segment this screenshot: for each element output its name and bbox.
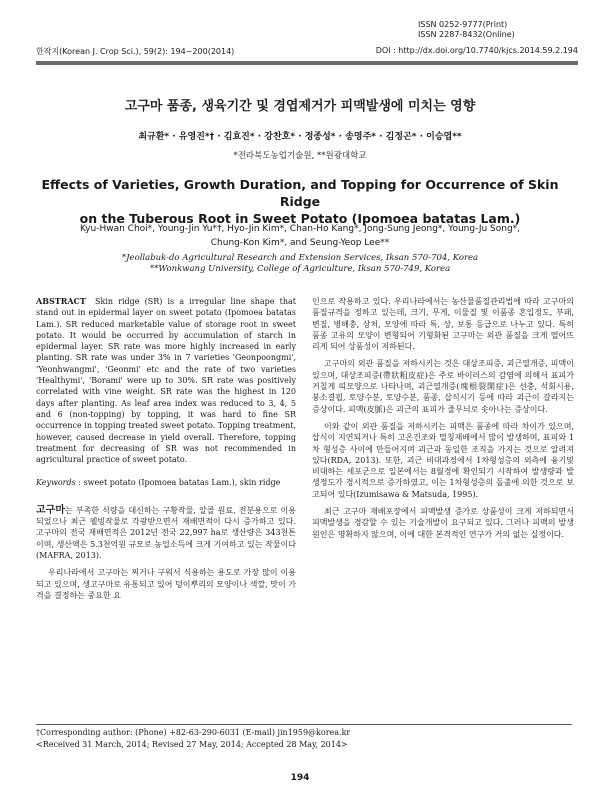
right-column <box>312 296 574 540</box>
issn-online: ISSN 2287-8432(Online) <box>418 30 515 39</box>
corresponding-author-footnote: †Corresponding author: (Phone) +82-63-290-6031 (E-mail) jin1959@korea.kr <box>36 728 351 737</box>
intro-paragraph-2: 우리나라에서 고구마는 찌거나 구워서 식용하는 용도로 가장 많이 이용되고 있으며, 생고구마로 유통되고 있어 덩이뿌리의 모양이나 색깔, 맛이 가격을 결정하는 중요한 요 <box>36 568 296 600</box>
korean-title: 고구마 품종, 생육기간 및 경엽제거가 피맥발생에 미치는 영향 <box>124 99 476 114</box>
english-affiliations <box>30 253 570 275</box>
english-title-line-2: on the Tuberous Root in Sweet Potato (Ipomoea batatas Lam.) <box>79 211 521 226</box>
received-dates-footnote: <Received 31 March, 2014; Revised 27 May, 2014; Accepted 28 May, 2014> <box>36 740 348 749</box>
doi-link[interactable]: DOI : http://dx.doi.org/10.7740/kjcs.2014.59.2.194 <box>375 46 578 55</box>
korean-affiliations: *전라북도농업기술원, **원광대학교 <box>233 151 367 161</box>
intro-paragraph-1 <box>36 505 296 561</box>
abstract-paragraph <box>36 296 296 465</box>
right-paragraph-1: 인으로 작용하고 있다. 우리나라에서는 농산물품질관리법에 따라 고구마의 품질규격을 정하고 있는데, 크기, 무게, 이물질 및 이품종 혼입정도, 부패, 변질, 병해충, 상처, 모양에 따라 특, 상, 보통 등급으로 나누고 있다. 특히 품종 고유의 모양이 변형되어 기형화된 고구마는 외관 품질을 크게 떨어뜨리게 되어 상품성이 저하된다. <box>312 297 574 352</box>
left-column <box>36 296 296 601</box>
keywords-line <box>36 477 296 488</box>
korean-authors: 최규환* · 유영진*† · 김효진* · 강찬호* · 정종성* · 송영주* · 김정곤* · 이승엽** <box>138 132 462 142</box>
right-paragraph-4: 최근 고구마 재배포장에서 피맥발생 증가로 상품성이 크게 저하되면서 피맥발생을 경감할 수 있는 기술개발이 요구되고 있다. 그러나 피맥의 발생원인은 명확하지 않으며, 이에 대한 본격적인 연구가 거의 없는 실정이다. <box>312 507 574 539</box>
english-authors-line-2: Chung-Kon Kim*, and Seung-Yeop Lee** <box>210 238 390 248</box>
english-affiliation-2: **Wonkwang University, College of Agriculture, Iksan 570-749, Korea <box>149 264 451 274</box>
right-paragraph-2: 고구마의 외관 품질을 저하시키는 것은 대상조피증, 괴근열개증, 피맥이 있으며, 대상조피증(帶狀粗皮症)은 주로 바이러스의 감염에 의해서 표피가 거칠게 띠모양으로 나타나며, 괴근열개증(塊根裂開症)은 선충, 석회시용, 붕소결핍, 토양수분, 토양수분, 품종, 삽식시기 등에 따라 괴근이 갈라지는 증상이다. 피맥(皮脈)은 괴근의 표피가 줄무늬로 솟아나는 증상이다. <box>312 359 574 414</box>
page-number: 194 <box>290 773 310 783</box>
english-authors <box>30 222 570 250</box>
intro-paragraph-1-text: 는 부족한 식량을 대신하는 구황작물, 알콜 원료, 전분용으로 이용되었으나 최근 웰빙작물로 각광받으면서 재배면적이 다시 증가하고 있다. 고구마의 전국 재배면적은 2012년 전국 22,997 ha로 생산량은 343천톤이며, 생산액은 5.3천억원 규모로 농업소득에 크게 기여하고 있는 작물이다(MAFRA, 2013). <box>36 505 296 560</box>
right-paragraph-3: 이와 같이 외관 품질을 저하시키는 피맥은 품종에 따라 차이가 있으며, 삽식이 지연되거나 특히 고온건조와 멀칭재배에서 많이 발생하며, 표피와 1차 형성층 사이에 만들어지며 괴근과 동일한 조직을 가지는 것으로 알려져 있다(RDA, 2013). 또한, 괴근 비대과정에서 1차형성층의 외측에 융기및 비대하는 세포군으로 일본에서는 8월경에 확인되기 시작하여 발생량과 발생정도가 경시적으로 증가하였고, 이는 1차형성층의 돌출에 의한 것으로 보고되어 있다(Izumisawa & Matsuda, 1995). <box>312 421 574 499</box>
issn-block <box>418 20 578 40</box>
keywords-label: Keywords <box>36 478 76 488</box>
keywords-text: : sweet potato (Ipomoea batatas Lam.), skin ridge <box>78 478 281 488</box>
abstract-text: Skin ridge (SR) is a irregular line shape that stand out in epidermal layer on sweet potato (Ipomoea batatas Lam.). SR reduced marketable value of storage root in sweet potato. It would be occurred by accumulation of starch in epidermal layer. SR rate was more highly increased in early planting. SR rate was under 3% in 7 varieties 'Geonpoongmi', 'Yeonhwangmi', 'Geonmi' etc and the rate of two varieties 'Healthymi', 'Borami' were up to 30%. SR rate was positively correlated with vine weight. SR rate was the highest in 120 days after planting. As leaf area index was reduced to 3, 4, 5 and 6 (non-topping) by topping, it was hard to fine SR occurrence in topping treated sweet potato. Topping treatment, however, caused decrease in yield overall. Therefore, topping treatment for decreasing of SR was not recommended in agricultural practice of sweet potato. <box>36 297 296 465</box>
footnote-rule <box>36 724 572 725</box>
header-rule <box>36 61 578 65</box>
english-affiliation-1: *Jeollabuk-do Agricultural Research and Extension Services, Iksan 570-704, Korea <box>121 253 479 263</box>
intro-lead-word: 고구마 <box>36 504 65 516</box>
journal-citation: 한작지(Korean J. Crop Sci.), 59(2): 194~200(2014) <box>36 47 235 56</box>
issn-print: ISSN 0252-9777(Print) <box>418 20 508 29</box>
english-title-line-1: Effects of Varieties, Growth Duration, and Topping for Occurrence of Skin Ridge <box>41 177 559 209</box>
english-title <box>30 176 570 227</box>
abstract-label: ABSTRACT <box>36 296 86 306</box>
english-authors-line-1: Kyu-Hwan Choi*, Young-Jin Yu*†, Hyo-Jin Kim*, Chan-Ho Kang*, Jong-Sung Jeong*, Young-Ju Song*, <box>79 224 521 234</box>
